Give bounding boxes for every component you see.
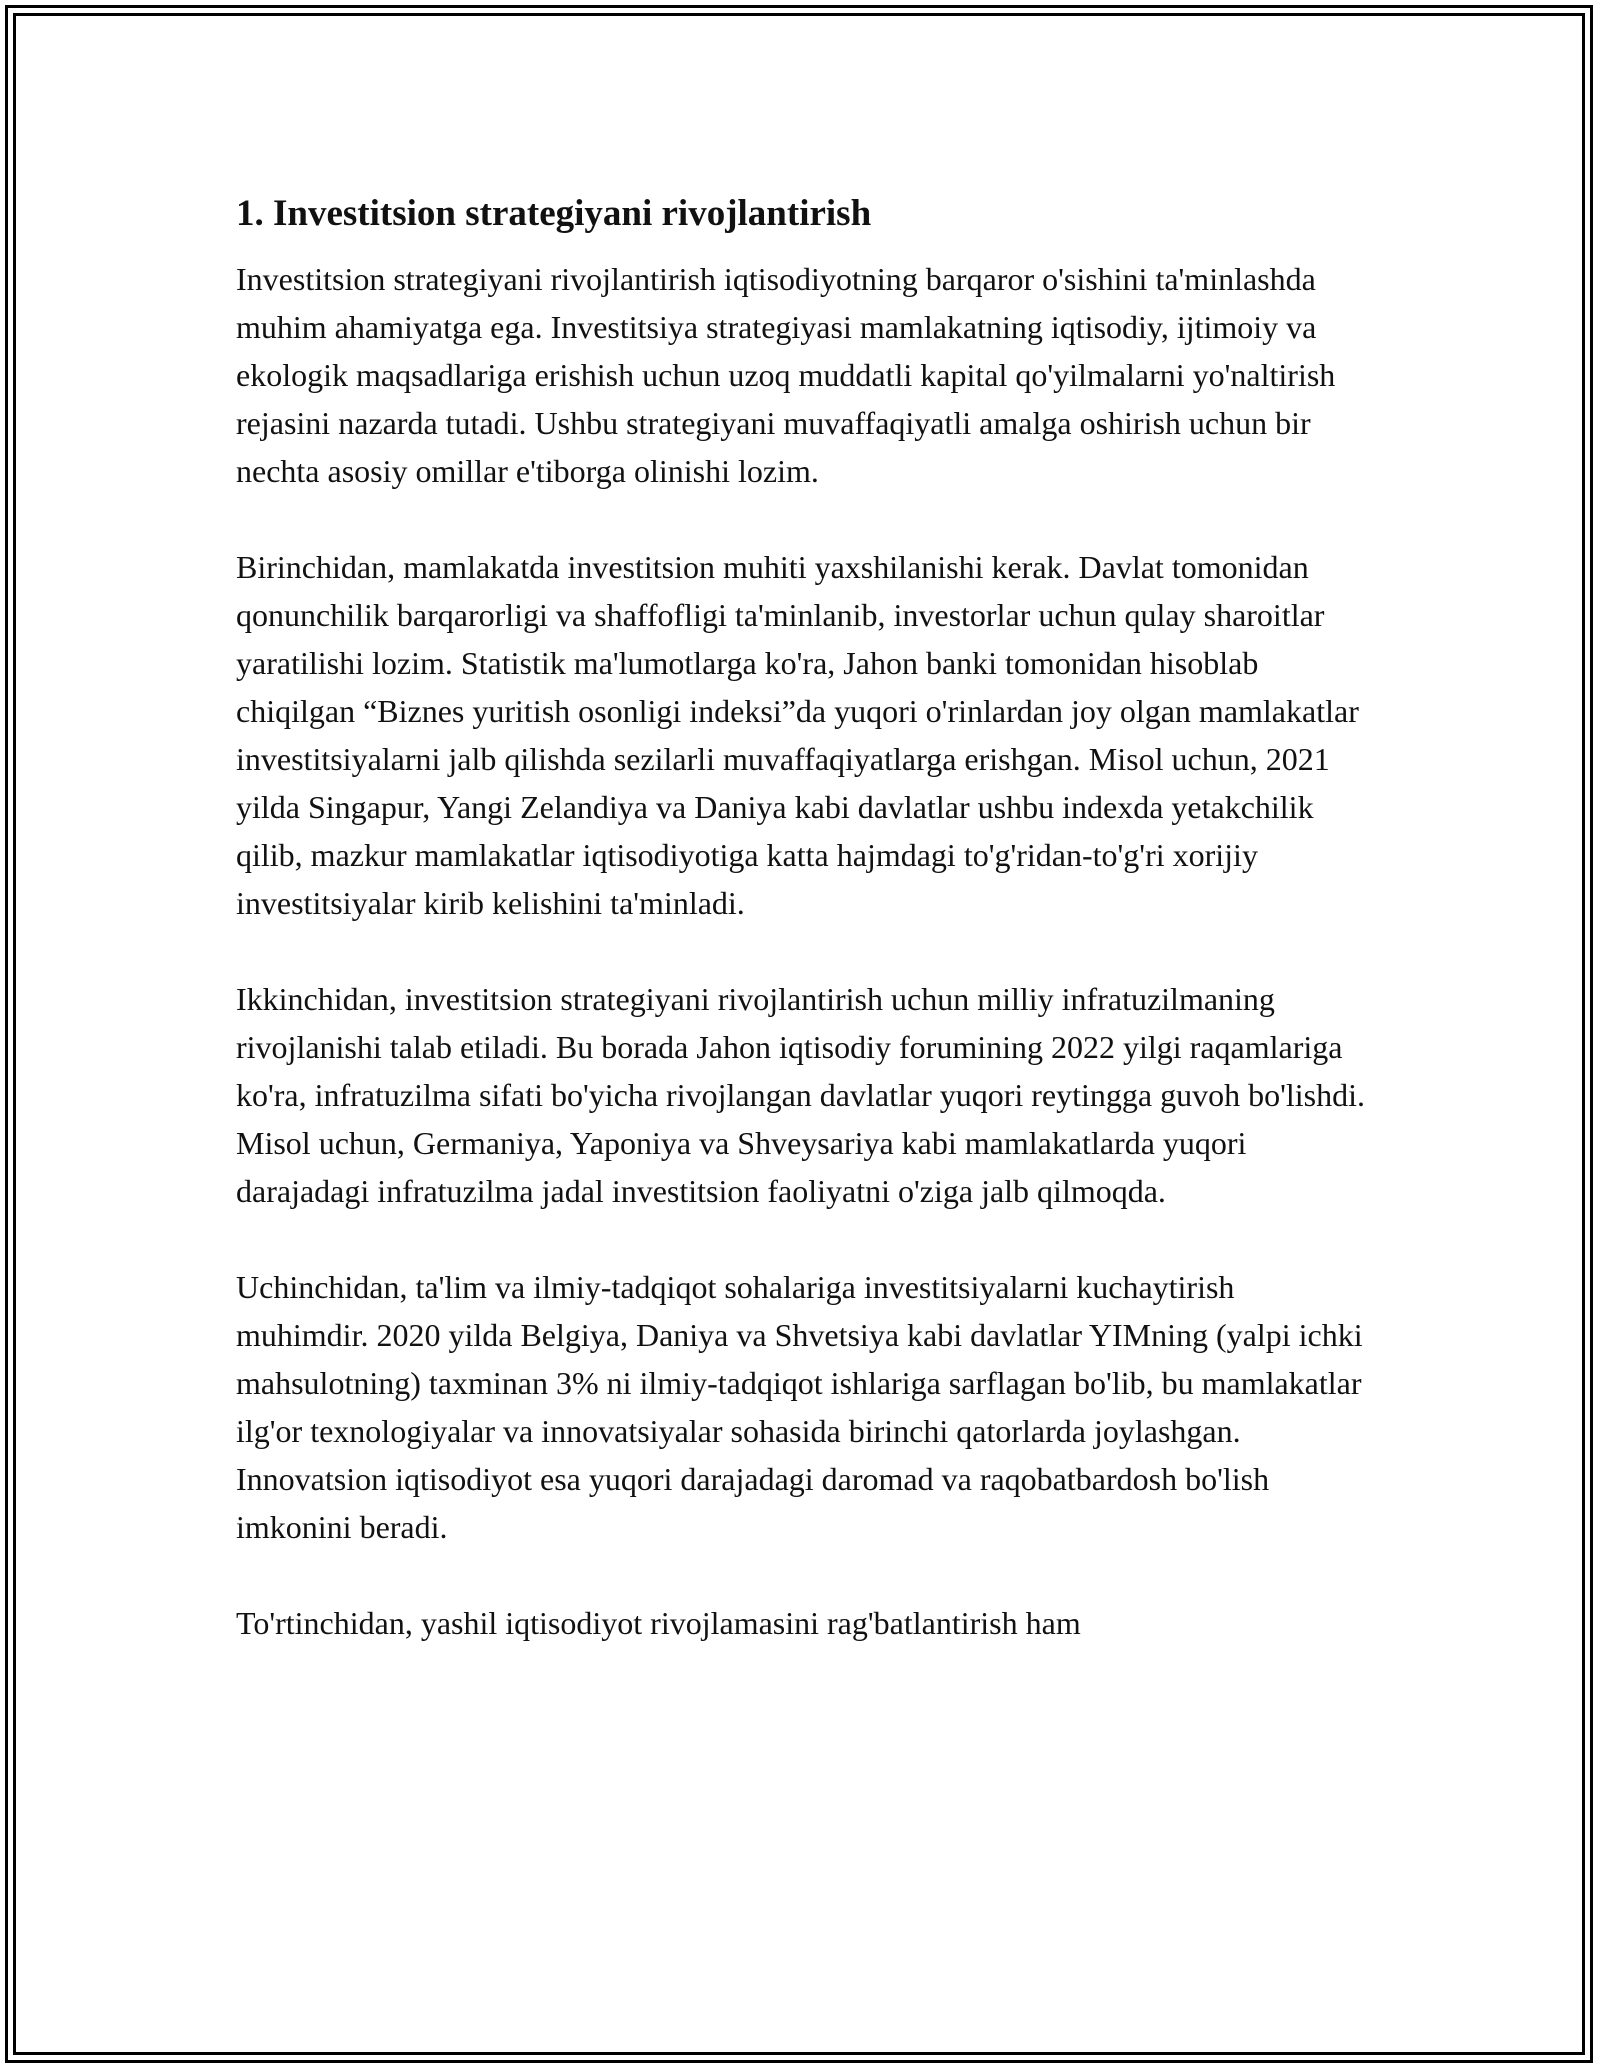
paragraph-third-point: Uchinchidan, ta'lim va ilmiy-tadqiqot sohalariga investitsiyalarni kuchaytirish muhimdir. 2020 yilda Belgiya, Daniya va Shvetsiya kabi davlatlar YIMning (yalpi ichki mahsulotning) taxminan 3% ni ilmiy-tadqiqot ishlariga sarflagan bo'lib, bu mamlakatlar ilg'or texnologiyalar va innovatsiyalar sohasida birinchi qatorlarda joylashgan. Innovatsion iqtisodiyot esa yuqori darajadagi daromad va raqobatbardosh bo'lish imkonini beradi. (236, 1269, 1363, 1545)
paragraph-first-point: Birinchidan, mamlakatda investitsion muhiti yaxshilanishi kerak. Davlat tomonidan qonunchilik barqarorligi va shaffofligi ta'minlanib, investorlar uchun qulay sharoitlar yaratilishi lozim. Statistik ma'lumotlarga ko'ra, Jahon banki tomonidan hisoblab chiqilgan “Biznes yuritish osonligi indeksi”da yuqori o'rinlardan joy olgan mamlakatlar investitsiyalarni jalb qilishda sezilarli muvaffaqiyatlarga erishgan. Misol uchun, 2021 yilda Singapur, Yangi Zelandiya va Daniya kabi davlatlar ushbu indexda yetakchilik qilib, mazkur mamlakatlar iqtisodiyotiga katta hajmdagi to'g'ridan-to'g'ri xorijiy investitsiyalar kirib kelishini ta'minladi. (236, 549, 1359, 921)
paragraph-second-point: Ikkinchidan, investitsion strategiyani rivojlantirish uchun milliy infratuzilmaning rivojlanishi talab etiladi. Bu borada Jahon iqtisodiy forumining 2022 yilgi raqamlariga ko'ra, infratuzilma sifati bo'yicha rivojlangan davlatlar yuqori reytingga guvoh bo'lishdi. Misol uchun, Germaniya, Yaponiya va Shveysariya kabi mamlakatlarda yuqori darajadagi infratuzilma jadal investitsion faoliyatni o'ziga jalb qilmoqda. (236, 981, 1365, 1209)
document-body (236, 187, 1366, 1647)
paragraph-fourth-point: To'rtinchidan, yashil iqtisodiyot rivojlamasini rag'batlantirish ham (236, 1605, 1081, 1641)
paragraph-intro: Investitsion strategiyani rivojlantirish iqtisodiyotning barqaror o'sishini ta'minlashda muhim ahamiyatga ega. Investitsiya strategiyasi mamlakatning iqtisodiy, ijtimoiy va ekologik maqsadlariga erishish uchun uzoq muddatli kapital qo'yilmalarni yo'naltirish rejasini nazarda tutadi. Ushbu strategiyani muvaffaqiyatli amalga oshirish uchun bir nechta asosiy omillar e'tiborga olinishi lozim. (236, 261, 1336, 489)
section-heading: 1. Investitsion strategiyani rivojlantirish (236, 193, 872, 234)
